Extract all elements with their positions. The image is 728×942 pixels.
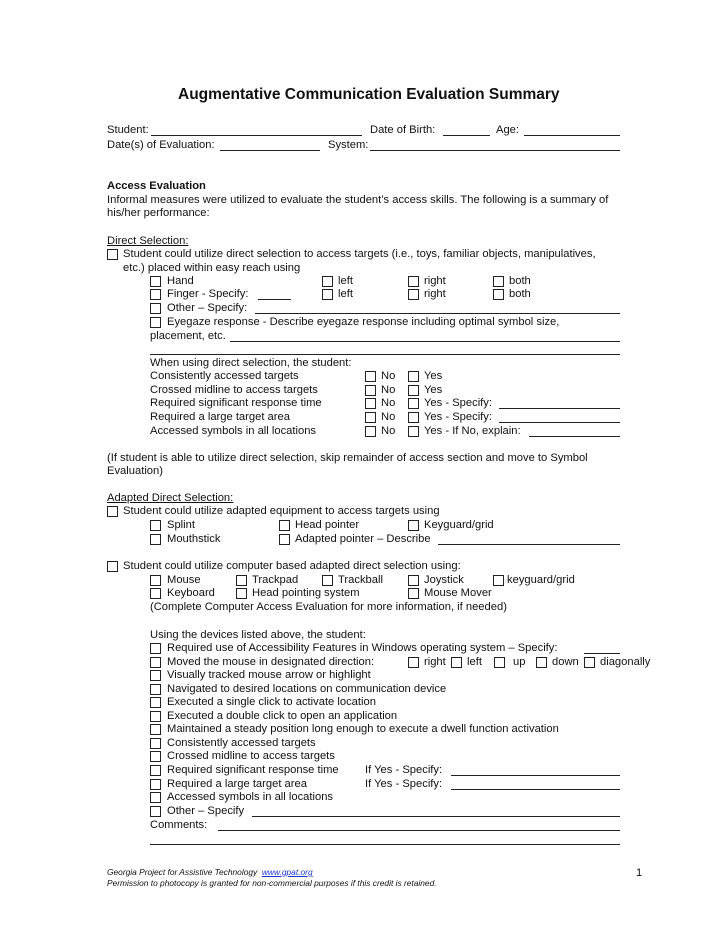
direct-item-1-yes[interactable] xyxy=(408,371,419,382)
direction-diagonally-label: diagonally xyxy=(600,656,651,668)
computer-item-6-checkbox[interactable] xyxy=(150,738,161,749)
adapted-checkbox[interactable] xyxy=(107,506,118,517)
hand-left-label: left xyxy=(338,275,353,287)
mouse-label: Mouse xyxy=(167,574,201,586)
hand-left-checkbox[interactable] xyxy=(322,276,333,287)
direction-right-checkbox[interactable] xyxy=(408,657,419,668)
joystick-checkbox[interactable] xyxy=(408,575,419,586)
adapted-pointer-field[interactable] xyxy=(438,544,620,545)
computer-line1: Student could utilize computer based adapted direct selection using: xyxy=(123,560,461,572)
student-label: Student: xyxy=(107,124,149,136)
access-intro-line2: his/her performance: xyxy=(107,207,210,219)
large-area-if-yes: If Yes - Specify: xyxy=(365,778,443,790)
computer-item-3: Executed a single click to activate location xyxy=(167,696,376,708)
direction-left-checkbox[interactable] xyxy=(451,657,462,668)
system-field[interactable] xyxy=(370,150,620,151)
direct-item-3-specify-field[interactable] xyxy=(499,408,620,409)
eyegaze-label: Eyegaze response - Describe eyegaze response including optimal symbol size, xyxy=(167,316,560,328)
hand-label: Hand xyxy=(167,275,194,287)
keyguard-checkbox[interactable] xyxy=(408,520,419,531)
splint-label: Splint xyxy=(167,519,195,531)
adapted-line1: Student could utilize adapted equipment to access targets using xyxy=(123,505,440,517)
direct-item-2-no[interactable] xyxy=(365,385,376,396)
placement-field-2[interactable] xyxy=(150,354,620,355)
large-area-checkbox[interactable] xyxy=(150,779,161,790)
computer-item-1: Visually tracked mouse arrow or highlight xyxy=(167,669,371,681)
direct-item-4: Required a large target area xyxy=(150,411,290,423)
adapted-pointer-checkbox[interactable] xyxy=(279,534,290,545)
accessibility-label: Required use of Accessibility Features in Windows operating system – Specify: xyxy=(167,642,558,654)
mouthstick-checkbox[interactable] xyxy=(150,534,161,545)
direction-right-label: right xyxy=(424,656,446,668)
splint-checkbox[interactable] xyxy=(150,520,161,531)
moved-mouse-checkbox[interactable] xyxy=(150,657,161,668)
finger-left-checkbox[interactable] xyxy=(322,289,333,300)
age-field[interactable] xyxy=(524,135,620,136)
large-area-label: Required a large target area xyxy=(167,778,307,790)
computer-other-checkbox[interactable] xyxy=(150,806,161,817)
hand-both-checkbox[interactable] xyxy=(493,276,504,287)
direct-item-5-no[interactable] xyxy=(365,426,376,437)
adapted-pointer-label: Adapted pointer – Describe xyxy=(295,533,431,545)
trackball-checkbox[interactable] xyxy=(322,575,333,586)
direct-item-4-yes[interactable] xyxy=(408,412,419,423)
computer-item-4-checkbox[interactable] xyxy=(150,711,161,722)
direct-item-2-yes[interactable] xyxy=(408,385,419,396)
computer-checkbox[interactable] xyxy=(107,561,118,572)
yes-specify-label: Yes - Specify: xyxy=(424,397,492,409)
system-label: System: xyxy=(328,139,369,151)
computer-item-7: Crossed midline to access targets xyxy=(167,750,335,762)
yes-label: Yes xyxy=(424,384,443,396)
accessibility-specify-field[interactable] xyxy=(584,653,620,654)
direct-item-1: Consistently accessed targets xyxy=(150,370,299,382)
footer-url[interactable]: www.gpat.org xyxy=(261,867,313,877)
direct-item-4-specify-field[interactable] xyxy=(499,422,620,423)
finger-both-label: both xyxy=(509,288,531,300)
direct-selection-checkbox[interactable] xyxy=(107,249,118,260)
access-intro-line1: Informal measures were utilized to evaluate the student’s access skills. The following is a summary of xyxy=(107,194,609,206)
computer-item-4: Executed a double click to open an application xyxy=(167,710,398,722)
direction-down-checkbox[interactable] xyxy=(536,657,547,668)
computer-item-2: Navigated to desired locations on communication device xyxy=(167,683,447,695)
mouthstick-label: Mouthstick xyxy=(167,533,221,545)
direct-item-5: Accessed symbols in all locations xyxy=(150,425,317,437)
direction-left-label: left xyxy=(467,656,482,668)
no-label: No xyxy=(381,384,396,396)
accessibility-checkbox[interactable] xyxy=(150,643,161,654)
comments-label: Comments: xyxy=(150,819,208,831)
resp-time-specify-field[interactable] xyxy=(451,775,620,776)
computer-keyguard-checkbox[interactable] xyxy=(493,575,504,586)
finger-left-label: left xyxy=(338,288,353,300)
computer-other-label: Other – Specify xyxy=(167,805,245,817)
direct-item-5-yes[interactable] xyxy=(408,426,419,437)
computer-item-2-checkbox[interactable] xyxy=(150,684,161,695)
finger-both-checkbox[interactable] xyxy=(493,289,504,300)
finger-specify-field[interactable] xyxy=(258,299,291,300)
direct-selection-line1: Student could utilize direct selection to access targets (i.e., toys, familiar objects, manipulatives, xyxy=(123,248,596,260)
direct-item-3: Required significant response time xyxy=(150,397,322,409)
placement-label: placement, etc. xyxy=(150,330,226,342)
hand-right-label: right xyxy=(424,275,446,287)
yes-explain-label: Yes - If No, explain: xyxy=(424,425,521,437)
direct-item-3-no[interactable] xyxy=(365,398,376,409)
direction-diagonally-checkbox[interactable] xyxy=(584,657,595,668)
eval-dates-label: Date(s) of Evaluation: xyxy=(107,139,215,151)
no-label: No xyxy=(381,425,396,437)
direct-item-1-no[interactable] xyxy=(365,371,376,382)
head-pointing-checkbox[interactable] xyxy=(236,588,247,599)
computer-item-3-checkbox[interactable] xyxy=(150,697,161,708)
skip-note-line2: Evaluation) xyxy=(107,465,163,477)
page-number: 1 xyxy=(636,867,643,879)
other-label: Other – Specify: xyxy=(167,302,248,314)
head-pointer-checkbox[interactable] xyxy=(279,520,290,531)
age-label: Age: xyxy=(496,124,520,136)
footer-permission: Permission to photocopy is granted for non-commercial purposes if this credit is retained. xyxy=(107,878,437,888)
other-specify-field[interactable] xyxy=(255,313,620,314)
placement-field[interactable] xyxy=(230,341,620,342)
when-using-label: When using direct selection, the student: xyxy=(150,357,352,369)
computer-item-6: Consistently accessed targets xyxy=(167,737,316,749)
mouse-mover-checkbox[interactable] xyxy=(408,588,419,599)
direct-item-3-yes[interactable] xyxy=(408,398,419,409)
yes-label: Yes xyxy=(424,370,443,382)
direct-selection-line2: etc.) placed within easy reach using xyxy=(123,262,301,274)
finger-label: Finger - Specify: xyxy=(167,288,249,300)
keyboard-label: Keyboard xyxy=(167,587,215,599)
using-devices-label: Using the devices listed above, the student: xyxy=(150,629,366,641)
direction-up-checkbox[interactable] xyxy=(494,657,505,668)
computer-item-5: Maintained a steady position long enough to execute a dwell function activation xyxy=(167,723,559,735)
trackpad-label: Trackpad xyxy=(252,574,299,586)
direction-down-label: down xyxy=(552,656,579,668)
access-heading: Access Evaluation xyxy=(107,180,206,192)
other-checkbox[interactable] xyxy=(150,303,161,314)
joystick-label: Joystick xyxy=(424,574,464,586)
computer-item-5-checkbox[interactable] xyxy=(150,724,161,735)
resp-time-label: Required significant response time xyxy=(167,764,339,776)
computer-note: (Complete Computer Access Evaluation for more information, if needed) xyxy=(150,601,507,613)
all-locations-label: Accessed symbols in all locations xyxy=(167,791,334,803)
direct-item-4-no[interactable] xyxy=(365,412,376,423)
skip-note-line1: (If student is able to utilize direct selection, skip remainder of access section and move to Symbol xyxy=(107,452,588,464)
eyegaze-checkbox[interactable] xyxy=(150,317,161,328)
footer-org: Georgia Project for Assistive Technology xyxy=(107,867,258,877)
mouse-checkbox[interactable] xyxy=(150,575,161,586)
direct-item-5-explain-field[interactable] xyxy=(529,436,620,437)
computer-other-field[interactable] xyxy=(252,816,620,817)
yes-specify-label: Yes - Specify: xyxy=(424,411,492,423)
hand-both-label: both xyxy=(509,275,531,287)
no-label: No xyxy=(381,370,396,382)
large-area-specify-field[interactable] xyxy=(451,789,620,790)
trackball-label: Trackball xyxy=(338,574,383,586)
no-label: No xyxy=(381,411,396,423)
head-pointing-label: Head pointing system xyxy=(252,587,360,599)
all-locations-checkbox[interactable] xyxy=(150,792,161,803)
comments-field[interactable] xyxy=(218,830,620,831)
keyguard-label: Keyguard/grid xyxy=(424,519,494,531)
eval-dates-field[interactable] xyxy=(220,150,320,151)
keyboard-checkbox[interactable] xyxy=(150,588,161,599)
finger-right-checkbox[interactable] xyxy=(408,289,419,300)
computer-item-7-checkbox[interactable] xyxy=(150,751,161,762)
trackpad-checkbox[interactable] xyxy=(236,575,247,586)
dob-field[interactable] xyxy=(443,135,490,136)
adapted-heading: Adapted Direct Selection: xyxy=(107,492,234,504)
resp-time-if-yes: If Yes - Specify: xyxy=(365,764,443,776)
resp-time-checkbox[interactable] xyxy=(150,765,161,776)
no-label: No xyxy=(381,397,396,409)
hand-checkbox[interactable] xyxy=(150,276,161,287)
direction-up-label: up xyxy=(513,656,526,668)
head-pointer-label: Head pointer xyxy=(295,519,360,531)
finger-right-label: right xyxy=(424,288,446,300)
page-title: Augmentative Communication Evaluation Summary xyxy=(178,86,560,103)
direct-item-2: Crossed midline to access targets xyxy=(150,384,318,396)
moved-mouse-label: Moved the mouse in designated direction: xyxy=(167,656,375,668)
computer-keyguard-label: keyguard/grid xyxy=(507,574,575,586)
comments-field-2[interactable] xyxy=(150,844,620,845)
dob-label: Date of Birth: xyxy=(370,124,436,136)
direct-selection-heading: Direct Selection: xyxy=(107,235,189,247)
hand-right-checkbox[interactable] xyxy=(408,276,419,287)
student-field[interactable] xyxy=(151,135,362,136)
mouse-mover-label: Mouse Mover xyxy=(424,587,492,599)
computer-item-1-checkbox[interactable] xyxy=(150,670,161,681)
finger-checkbox[interactable] xyxy=(150,289,161,300)
